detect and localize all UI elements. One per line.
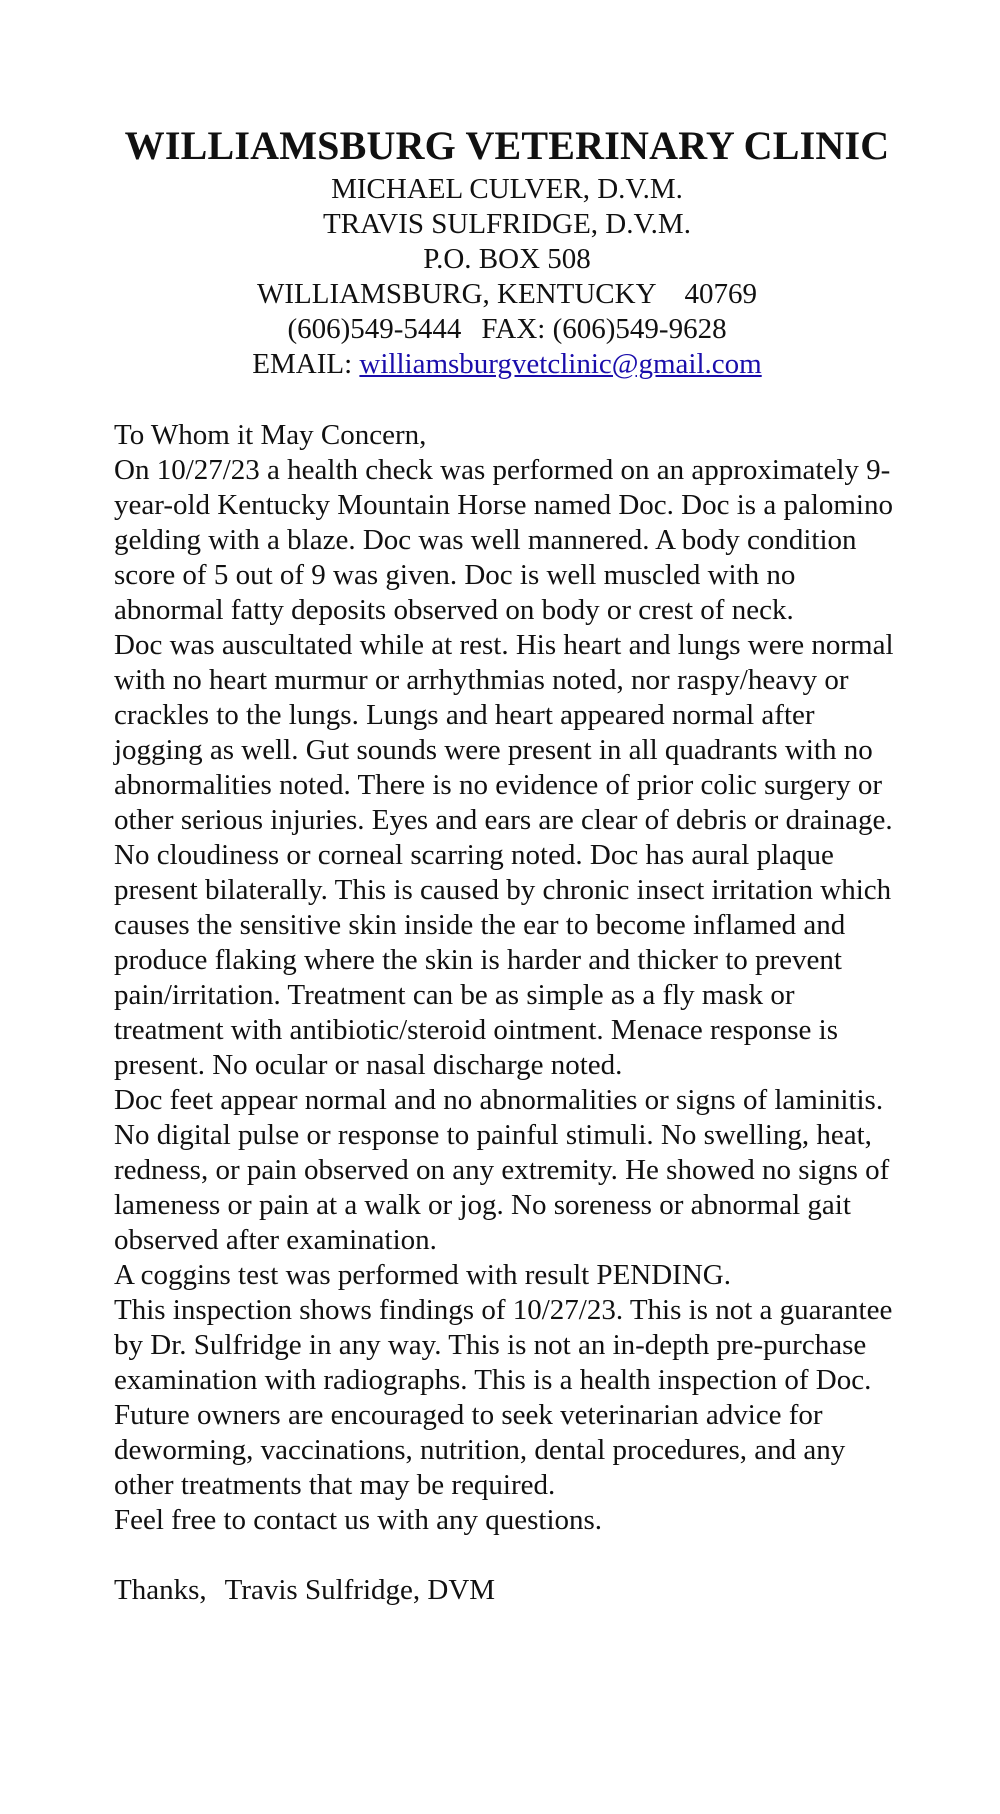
letterhead (114, 122, 900, 382)
paragraph-feet: Doc feet appear normal and no abnormalities or signs of laminitis. No digital pulse or response to painful stimuli. No swelling, heat, redness, or pain observed on any extremity. He showed no signs of lameness or pain at a walk or jog. No soreness or abnormal gait observed after examination. (114, 1084, 890, 1256)
phone-fax (114, 312, 900, 347)
letter-body (114, 418, 904, 1538)
salutation: To Whom it May Concern, (114, 419, 427, 451)
phone-number: (606)549-5444 (287, 313, 462, 345)
paragraph-auscultation: Doc was auscultated while at rest. His heart and lungs were normal with no heart murmur or arrhythmias noted, nor raspy/heavy or crackles to the lungs. Lungs and heart appeared normal after jogging as well. Gut sounds were present in all quadrants with no abnormalities noted. There is no evidence of prior colic surgery or other serious injuries. Eyes and ears are clear of debris or drainage. No cloudiness or corneal scarring noted. Doc has aural plaque present bilaterally. This is caused by chronic insect irritation which causes the sensitive skin inside the ear to become inflamed and produce flaking where the skin is harder and thicker to prevent pain/irritation. Treatment can be as simple as a fly mask or treatment with antibiotic/steroid ointment. Menace response is present. No ocular or nasal discharge noted. (114, 629, 894, 1081)
paragraph-exam-overview: On 10/27/23 a health check was performed on an approximately 9-year-old Kentucky Mountain Horse named Doc. Doc is a palomino gelding with a blaze. Doc was well mannered. A body condition score of 5 out of 9 was given. Doc is well muscled with no abnormal fatty deposits observed on body or crest of neck. (114, 454, 893, 626)
fax-number: FAX: (606)549-9628 (481, 313, 727, 345)
paragraph-disclaimer: This inspection shows findings of 10/27/23. This is not a guarantee by Dr. Sulfridge in any way. This is not an in-depth pre-purchase examination with radiographs. This is a health inspection of Doc. Future owners are encouraged to seek veterinarian advice for deworming, vaccinations, nutrition, dental procedures, and any other treatments that may be required. (114, 1294, 893, 1501)
city-state-zip (114, 277, 900, 312)
signature-name: Travis Sulfridge, DVM (224, 1574, 496, 1606)
paragraph-contact: Feel free to contact us with any questions. (114, 1504, 603, 1536)
po-box: P.O. BOX 508 (423, 243, 591, 275)
doctor-name-1: MICHAEL CULVER, D.V.M. (331, 173, 683, 205)
city-state: WILLIAMSBURG, KENTUCKY (256, 278, 657, 310)
clinic-name: WILLIAMSBURG VETERINARY CLINIC (124, 123, 890, 168)
email-line (114, 347, 900, 382)
email-link[interactable]: williamsburgvetclinic@gmail.com (359, 348, 762, 380)
zip-code: 40769 (684, 278, 758, 310)
paragraph-coggins: A coggins test was performed with result PENDING. (114, 1259, 731, 1291)
signoff (114, 1573, 900, 1608)
doctor-name-2: TRAVIS SULFRIDGE, D.V.M. (323, 208, 691, 240)
closing: Thanks, (114, 1574, 207, 1606)
email-label: EMAIL: (252, 348, 353, 380)
